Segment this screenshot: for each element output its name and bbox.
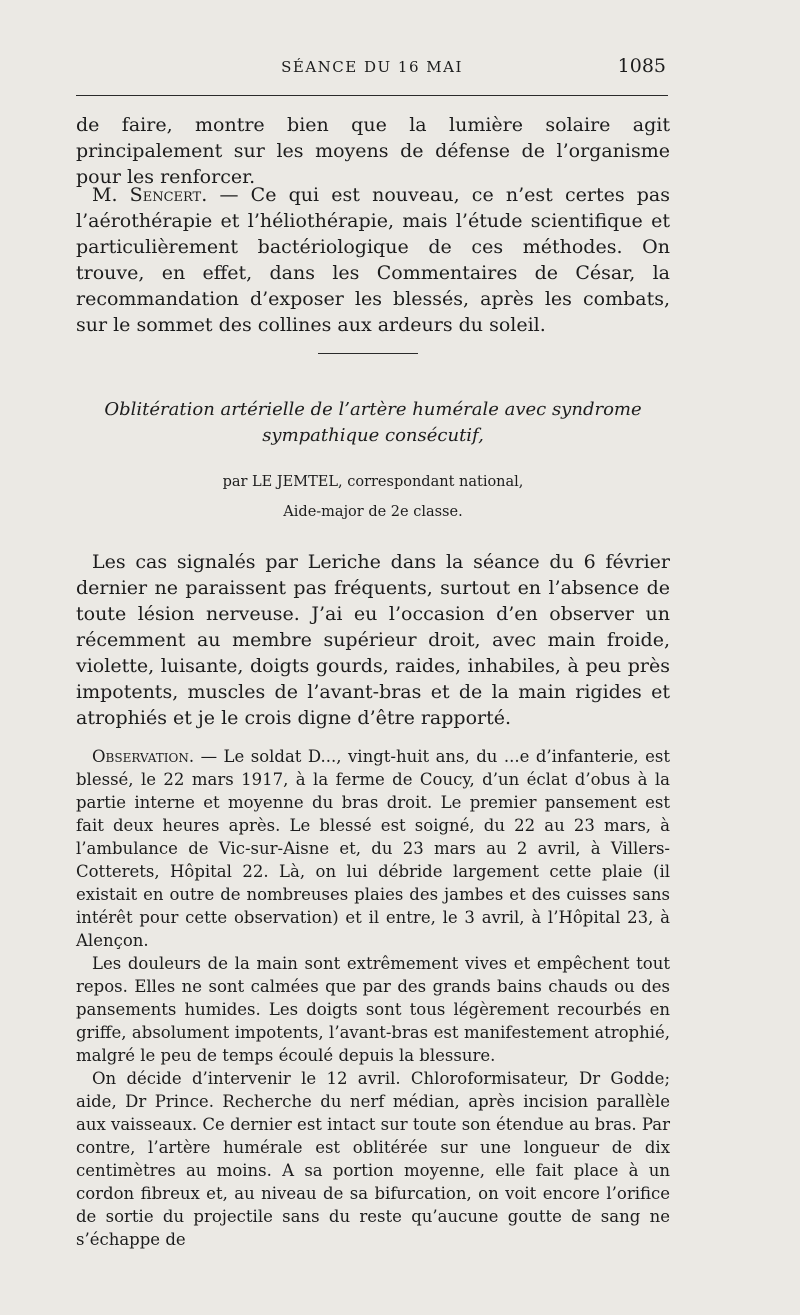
body-paragraph-4: On décide d’intervenir le 12 avril. Chloroformisateur, Dr Godde; aide, Dr Prince. Recherche du nerf médian, après incision parallèle aux vaisseaux. Ce dernier est intact sur toute son étendue au bras. Par contre, l’artère humérale est oblitérée sur une longueur de dix centimètres au moins. A sa portion moyenne, elle fait place à un cordon fibreux et, au niveau de sa bifurcation, on voit encore l’orifice de sortie du projectile sans du reste qu’aucune goutte de sang ne s’échappe de xyxy=(76,1069,671,1249)
observation-label: Observation. xyxy=(92,747,195,766)
body-paragraph-3: Les douleurs de la main sont extrêmement vives et empêchent tout repos. Elles ne sont calmées que par des grands bains chauds ou des pansements humides. Les doigts sont tous légèrement recourbés en griffe, absolument impotents, l’avant-bras est manifestement atrophié, malgré le peu de temps écoulé depuis la blessure. xyxy=(76,954,670,1065)
article-title xyxy=(76,397,670,449)
observation-text: — Le soldat D..., vingt-huit ans, du ...e d’infanterie, est blessé, le 22 mars 1917, à la ferme de Coucy, d’un éclat d’obus à la partie interne et moyenne du bras droit. Le premier pansement est fait deux heures après. Le blessé est soigné, du 22 au 23 mars, à l’ambulance de Vic-sur-Aisne et, du 23 mars au 2 avril, à Villers-Cotterets, Hôpital 22. Là, on lui débride largement cette plaie (il existait en outre de nombreuses plaies des jambes et des cuisses sans intérêt pour cette observation) et il entre, le 3 avril, à l’Hôpital 23, à Alençon. xyxy=(76,747,670,950)
page-number: 1085 xyxy=(617,55,666,77)
sencert-text: — Ce qui est nouveau, ce n’est certes pas l’aérothérapie et l’héliothérapie, mais l’étude scientifique et particulièrement bactériologique de ces méthodes. On trouve, en effet, dans les Commentaires de César, la recommandation d’exposer les blessés, après les combats, sur le sommet des collines aux ardeurs du soleil. xyxy=(76,184,670,336)
observation-block xyxy=(76,745,670,1251)
intro-paragraph: de faire, montre bien que la lumière solaire agit principalement sur les moyens de défense de l’organisme pour les renforcer. xyxy=(76,114,670,188)
header-rule xyxy=(76,95,668,96)
body-paragraph-1: Les cas signalés par Leriche dans la séance du 6 février dernier ne paraissent pas fréquents, surtout en l’absence de toute lésion nerveuse. J’ai eu l’occasion d’en observer un récemment au membre supérieur droit, avec main froide, violette, luisante, doigts gourds, raides, inhabiles, à peu près impotents, muscles de l’avant-bras et de la main rigides et atrophiés et je le crois digne d’être rapporté. xyxy=(76,551,670,729)
article-title-line1: Oblitération artérielle de l’artère humérale avec syndrome xyxy=(104,399,642,420)
article-title-line2: sympathique consécutif, xyxy=(262,425,484,446)
running-header xyxy=(76,52,668,82)
running-title: SÉANCE DU 16 MAI xyxy=(281,58,463,76)
intro-block xyxy=(76,112,670,190)
body-paragraph-1-block xyxy=(76,549,670,731)
sencert-paragraph xyxy=(76,182,670,338)
article-byline xyxy=(76,467,670,527)
author-line: par LE JEMTEL, correspondant national, xyxy=(222,474,524,490)
section-divider xyxy=(318,353,418,354)
author-rank: Aide-major de 2e classe. xyxy=(283,504,463,520)
speaker-name: M. Sencert. xyxy=(92,184,208,206)
sencert-block xyxy=(76,182,670,338)
observation-paragraph xyxy=(76,745,670,952)
